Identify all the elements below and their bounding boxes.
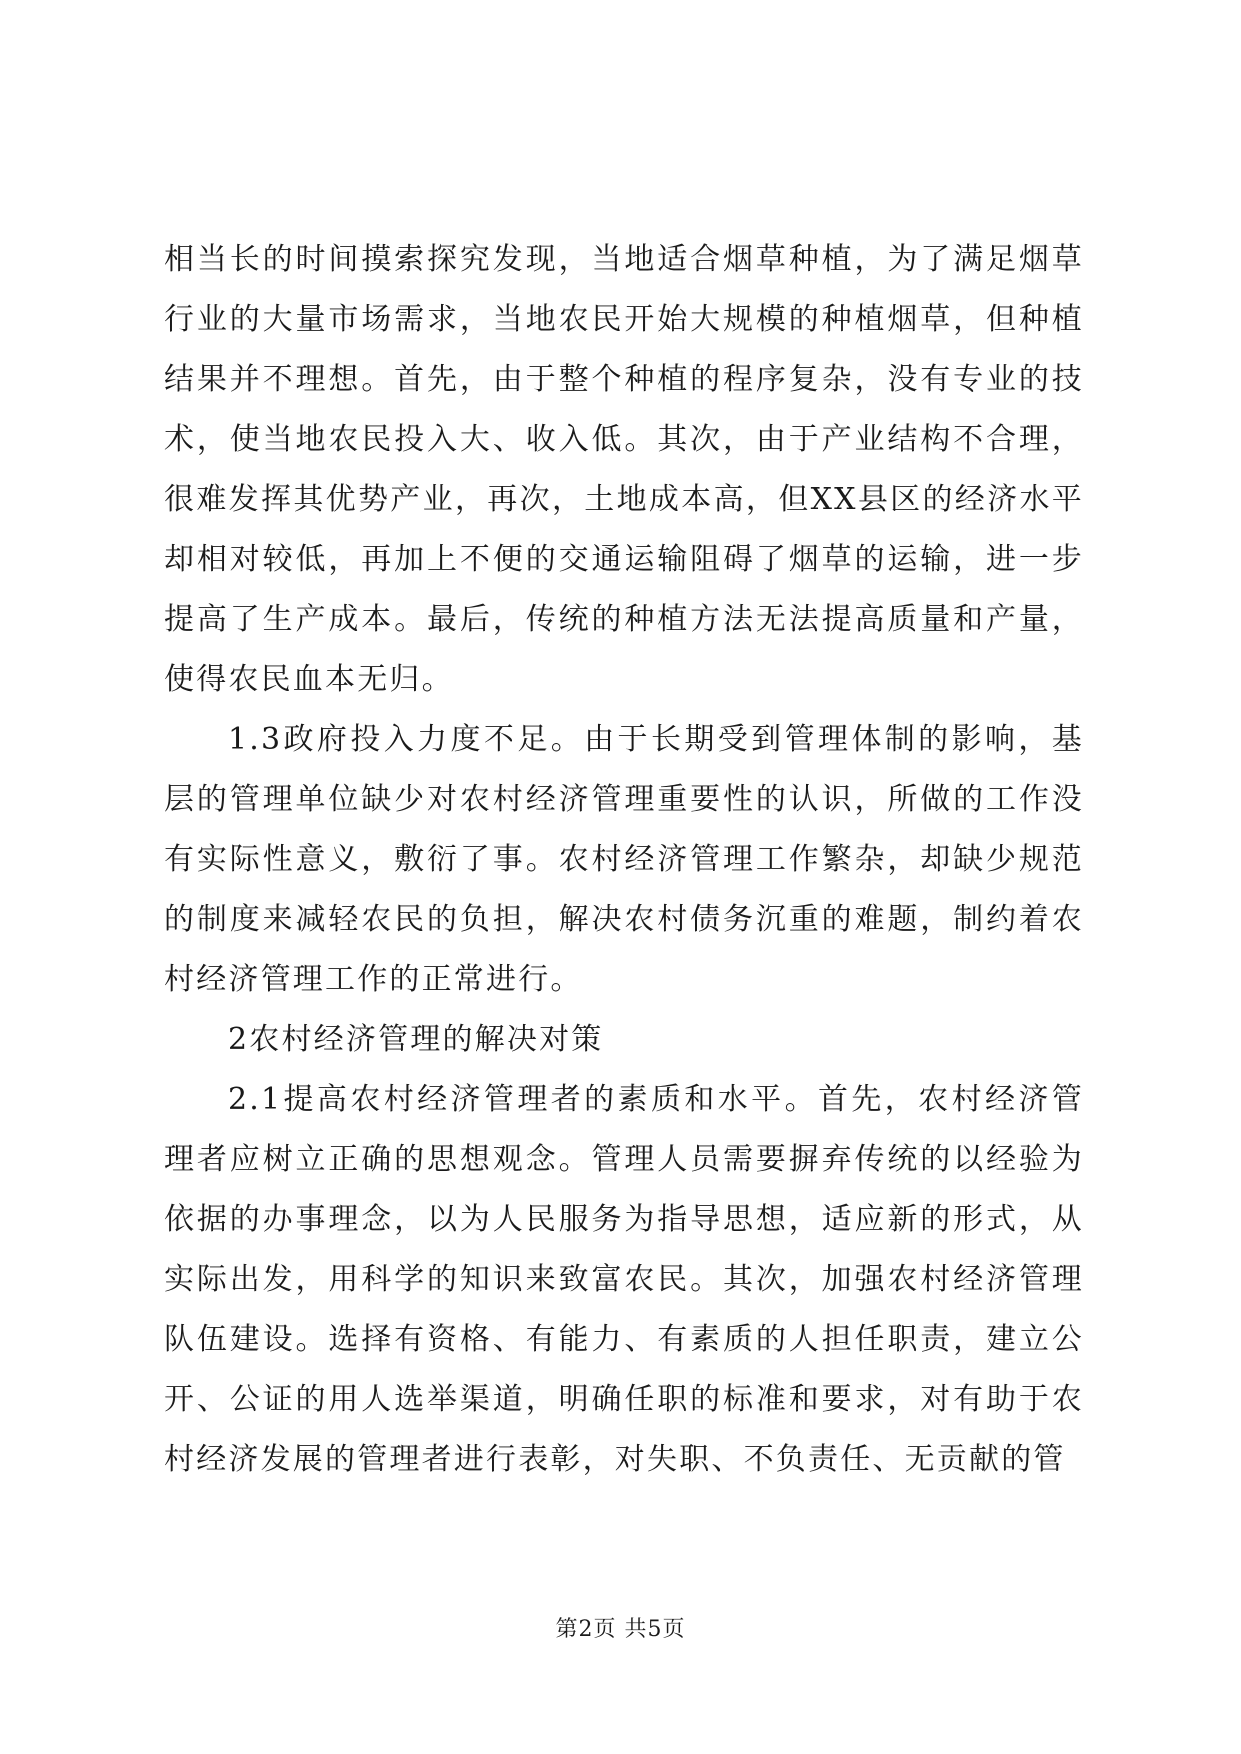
paragraph-section-2-1: 2.1提高农村经济管理者的素质和水平。首先，农村经济管理者应树立正确的思想观念。管理人员需要摒弃传统的以经验为依据的办事理念，以为人民服务为指导思想，适应新的形式，从实际出发，用科学的知识来致富农民。其次，加强农村经济管理队伍建设。选择有资格、有能力、有素质的人担任职责，建立公开、公证的用人选举渠道，明确任职的标准和要求，对有助于农村经济发展的管理者进行表彰，对失职、不负责任、无贡献的管	[164, 1082, 1084, 1477]
paragraph-continuation: 相当长的时间摸索探究发现，当地适合烟草种植，为了满足烟草行业的大量市场需求，当地农民开始大规模的种植烟草，但种植结果并不理想。首先，由于整个种植的程序复杂，没有专业的技术，使当地农民投入大、收入低。其次，由于产业结构不合理，很难发挥其优势产业，再次，土地成本高，但XX县区的经济水平却相对较低，再加上不便的交通运输阻碍了烟草的运输，进一步提高了生产成本。最后，传统的种植方法无法提高质量和产量，使得农民血本无归。	[164, 242, 1084, 697]
paragraph-section-1-3: 1.3政府投入力度不足。由于长期受到管理体制的影响，基层的管理单位缺少对农村经济管理重要性的认识，所做的工作没有实际性意义，敷衍了事。农村经济管理工作繁杂，却缺少规范的制度来减轻农民的负担，解决农村债务沉重的难题，制约着农村经济管理工作的正常进行。	[164, 722, 1084, 997]
document-body	[164, 230, 1084, 1490]
page-number-footer: 第2页 共5页	[555, 1617, 686, 1642]
section-heading-2: 2农村经济管理的解决对策	[228, 1022, 604, 1057]
